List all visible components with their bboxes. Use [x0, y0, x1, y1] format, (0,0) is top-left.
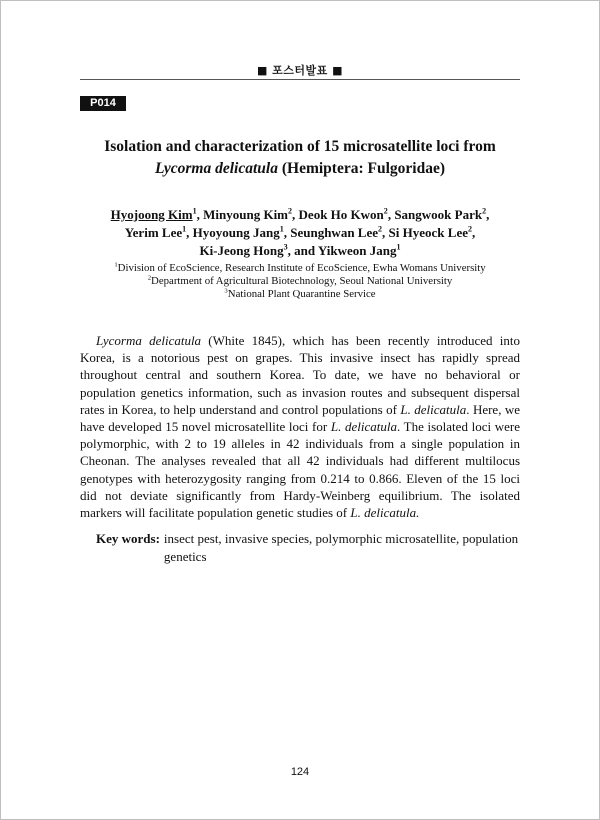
- author-sep: ,: [292, 207, 299, 222]
- author-sep: ,: [186, 225, 193, 240]
- title-species: Lycorma delicatula: [155, 160, 278, 177]
- header-rule: [80, 79, 520, 80]
- author-sep: ,: [486, 207, 490, 222]
- author-sep: ,: [196, 207, 204, 222]
- title-line1: Isolation and characterization of 15 microsatellite loci from: [104, 138, 496, 155]
- author-list: [80, 206, 520, 260]
- keywords: [96, 530, 520, 566]
- affiliation-list: [80, 262, 520, 301]
- author-name: Yerim Lee: [124, 225, 183, 240]
- page-number: 124: [290, 766, 310, 778]
- paper-title: [60, 136, 540, 180]
- author-sup: 3: [283, 242, 288, 252]
- affiliation-sup: 2: [147, 274, 152, 282]
- affiliation-text: Department of Agricultural Biotechnology, Seoul National University: [151, 275, 453, 287]
- author-sep: ,: [472, 225, 476, 240]
- author-sup: 1: [182, 224, 187, 234]
- affiliation-item: [80, 262, 520, 275]
- abstract-text: (White 1845), which has been recently introduced into Korea, is a notorious pest on grapes. This invasive insect has rapidly spread throughout central and southern Korea. To date, we have no behavioral or population genetics information, such as invasion routes and subsequent dispersal rates in Korea, to help understand and control populations of: [80, 333, 520, 417]
- title-rest: (Hemiptera: Fulgoridae): [277, 160, 445, 177]
- author-name: Yikweon Jang: [317, 243, 397, 258]
- affiliation-text: Division of EcoScience, Research Institute of EcoScience, Ewha Womans University: [117, 262, 486, 274]
- author-name: Sangwook Park: [394, 207, 483, 222]
- author-sup: 1: [396, 242, 401, 252]
- author-sep: ,: [382, 225, 389, 240]
- author-name: Si Hyeock Lee: [388, 225, 468, 240]
- author-sup: 2: [482, 206, 487, 216]
- affiliation-sup: 1: [114, 261, 118, 269]
- keywords-label: Key words:: [96, 531, 160, 546]
- author-sep: ,: [387, 207, 395, 222]
- author-name: Deok Ho Kwon: [298, 207, 384, 222]
- author-name: Minyoung Kim: [203, 207, 289, 222]
- author-sep: ,: [283, 225, 291, 240]
- affiliation-text: National Plant Quarantine Service: [227, 288, 376, 300]
- author-name: Hyojoong Kim: [110, 207, 193, 222]
- author-name: Ki-Jeong Hong: [199, 243, 284, 258]
- abstract-paragraph: [80, 332, 520, 521]
- author-sup: 1: [279, 224, 284, 234]
- affiliation-item: [80, 275, 520, 288]
- affiliation-item: [80, 288, 520, 301]
- abstract-species-abbr: L. delicatula.: [350, 505, 420, 521]
- poster-code-badge: P014: [80, 96, 126, 111]
- affiliation-sup: 3: [224, 287, 228, 295]
- author-sup: 1: [192, 206, 197, 216]
- author-sup: 2: [378, 224, 383, 234]
- abstract-text: . The isolated loci were polymorphic, with 2 to 19 alleles in 42 individuals from a single population in Cheonan. The analyses revealed that all 42 individuals had different multilocus genotypes with heterozygosity ranging from 0.214 to 0.866. Eleven of the 15 loci did not deviate significantly from Hardy-Weinberg equilibrium. The isolated markers will facilitate population genetic studies of: [80, 419, 521, 521]
- author-sup: 2: [467, 224, 473, 234]
- author-name: Hyoyoung Jang: [192, 225, 280, 240]
- author-sup: 2: [383, 206, 388, 216]
- author-sep: , and: [287, 243, 318, 258]
- abstract-species-abbr: L. delicatula: [330, 419, 397, 435]
- abstract-text: . Here, we have developed 15 novel microsatellite loci for: [80, 401, 521, 435]
- abstract-species-abbr: L. delicatula: [400, 401, 467, 417]
- author-sup: 2: [288, 206, 293, 216]
- abstract-species: Lycorma delicatula: [96, 333, 202, 348]
- keywords-text: insect pest, invasive species, polymorphic microsatellite, population genetics: [163, 531, 519, 564]
- author-name: Seunghwan Lee: [290, 225, 379, 240]
- section-header: ■ 포스터발표 ■: [256, 64, 344, 77]
